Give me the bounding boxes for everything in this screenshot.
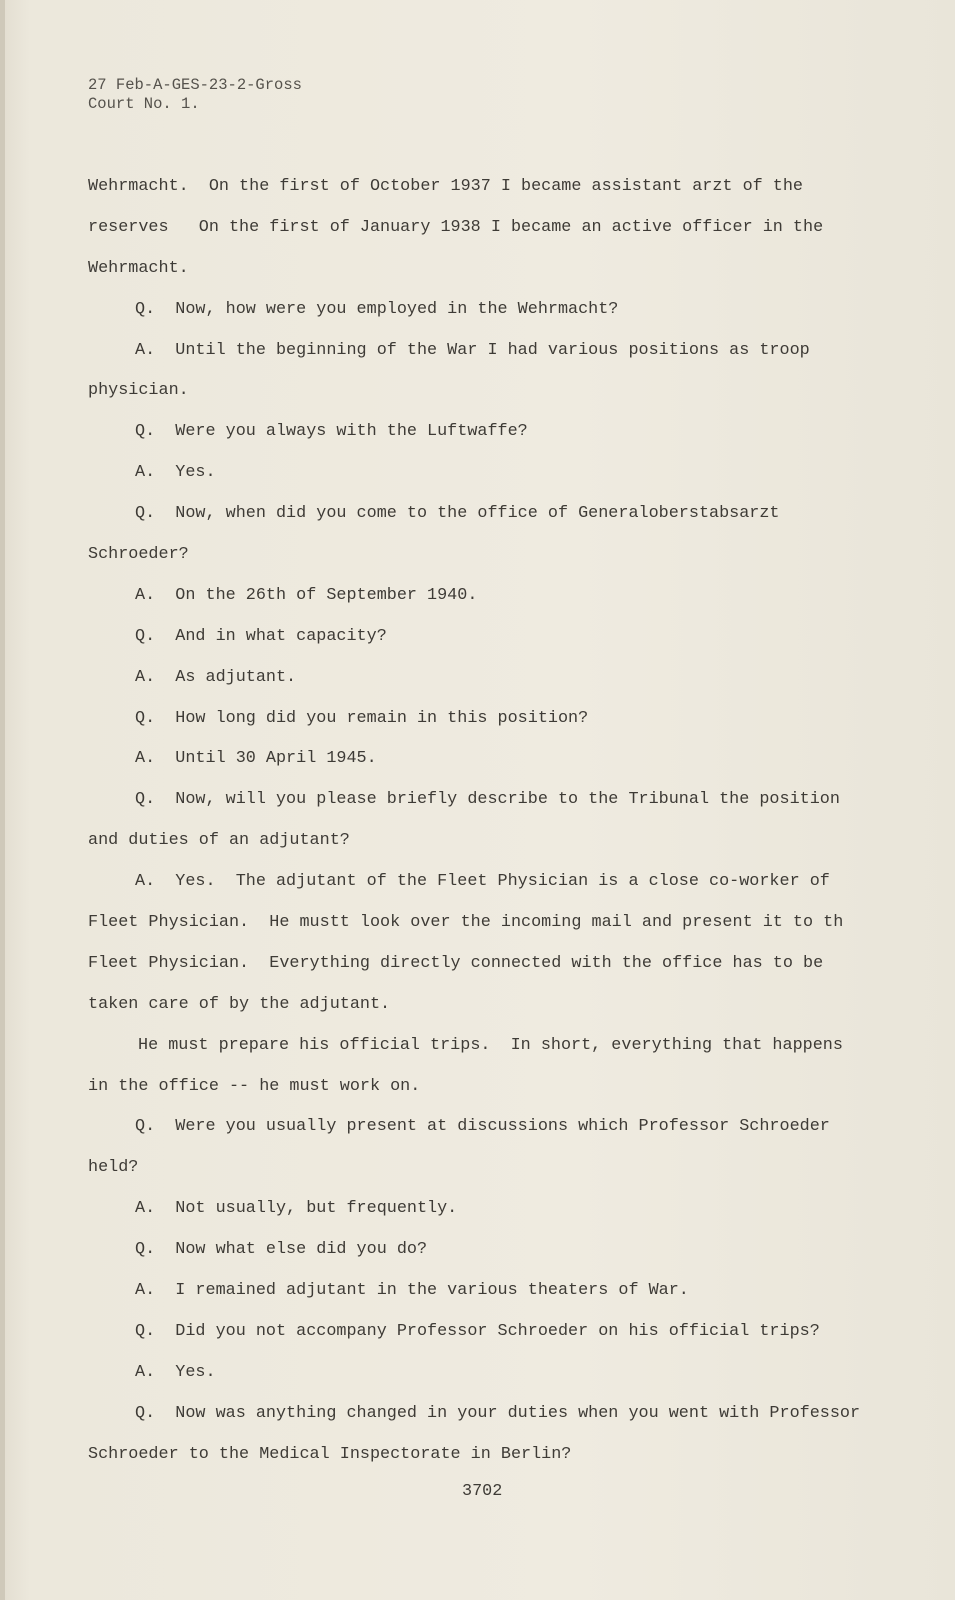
transcript-line: Q. Now, when did you come to the office of Generaloberstabsarzt [135, 504, 780, 524]
transcript-line: physician. [88, 381, 189, 401]
transcript-line: Wehrmacht. On the first of October 1937 I became assistant arzt of the [88, 177, 803, 196]
page-number: 3702 [462, 1482, 503, 1501]
transcript-line: reserves On the first of January 1938 I became an active officer in the [88, 217, 824, 237]
transcript-line: Fleet Physician. He mustt look over the incoming mail and present it to th [88, 913, 844, 933]
transcript-line: Q. And in what capacity? [135, 626, 387, 646]
header-court: Court No. 1. [88, 95, 200, 113]
transcript-line: Q. Now was anything changed in your duties when you went with Professor [135, 1403, 861, 1423]
transcript-line: Wehrmacht. [88, 258, 189, 278]
transcript-line: Q. Now what else did you do? [135, 1240, 428, 1260]
transcript-line: A. Yes. [135, 1362, 216, 1382]
transcript-line: Fleet Physician. Everything directly connected with the office has to be [88, 953, 824, 973]
document-header [88, 76, 302, 114]
transcript-line: A. As adjutant. [135, 667, 297, 687]
header-reference: 27 Feb-A-GES-23-2-Gross [88, 76, 302, 94]
transcript-line: A. Until the beginning of the War I had various positions as troop [135, 340, 810, 360]
transcript-line: Q. How long did you remain in this position? [135, 708, 589, 728]
transcript-line: Q. Now, how were you employed in the Wehrmacht? [135, 299, 619, 319]
transcript-line: A. Yes. The adjutant of the Fleet Physician is a close co-worker of [135, 872, 830, 892]
transcript-line: He must prepare his official trips. In short, everything that happens [138, 1035, 843, 1055]
transcript-line: A. Yes. [135, 463, 216, 483]
transcript-line: Q. Now, will you please briefly describe to the Tribunal the position [135, 790, 840, 810]
transcript-line: and duties of an adjutant? [88, 831, 350, 851]
transcript-line: A. Until 30 April 1945. [135, 749, 377, 769]
transcript-line: Schroeder to the Medical Inspectorate in Berlin? [88, 1444, 572, 1464]
transcript-line: Q. Were you usually present at discussions which Professor Schroeder [135, 1117, 830, 1137]
transcript-line: in the office -- he must work on. [88, 1076, 421, 1096]
transcript-line: Q. Were you always with the Luftwaffe? [135, 422, 528, 442]
transcript-line: Q. Did you not accompany Professor Schroeder on his official trips? [135, 1321, 820, 1341]
page-edge [0, 0, 5, 1600]
transcript-line: A. On the 26th of September 1940. [135, 585, 478, 605]
transcript-body [88, 176, 860, 1485]
transcript-line: A. I remained adjutant in the various theaters of War. [135, 1281, 689, 1301]
transcript-line: A. Not usually, but frequently. [135, 1199, 458, 1219]
transcript-line: held? [88, 1158, 139, 1178]
transcript-line: Schroeder? [88, 545, 189, 565]
transcript-line: taken care of by the adjutant. [88, 994, 391, 1014]
